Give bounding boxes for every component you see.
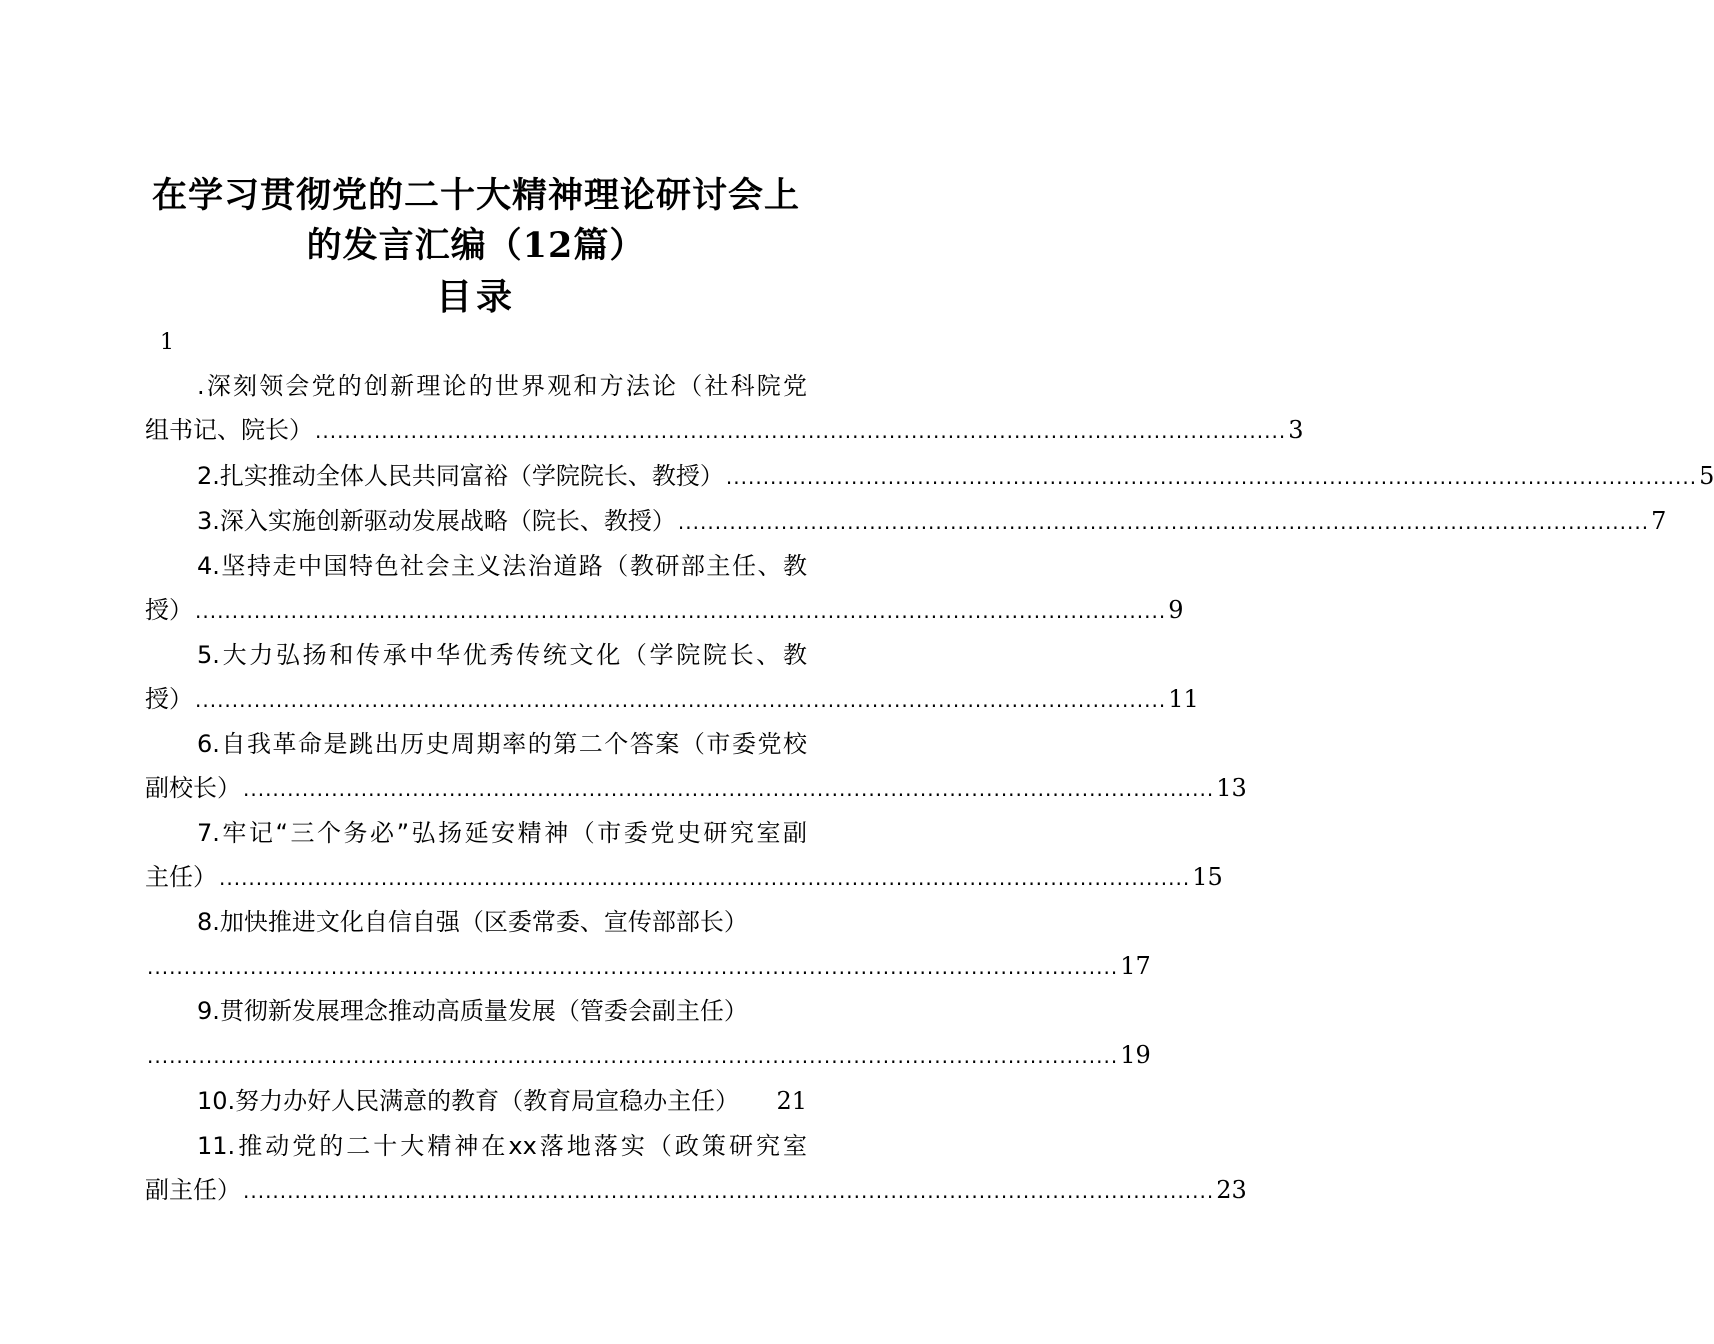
toc-entry-3[interactable] bbox=[145, 499, 1667, 543]
toc-entry-title: 9.贯彻新发展理念推动高质量发展（管委会副主任） bbox=[197, 997, 748, 1025]
toc-entry-9-line-1[interactable] bbox=[145, 989, 807, 1033]
toc-entry-title-continued: 组书记、院长） bbox=[145, 416, 313, 444]
toc-entry-2[interactable] bbox=[145, 454, 1714, 498]
toc-entry-page: 15 bbox=[1192, 863, 1223, 891]
toc-entry-page: 23 bbox=[1216, 1176, 1247, 1204]
toc-entry-5-line-1[interactable] bbox=[145, 633, 807, 677]
toc-entry-7-line-2[interactable] bbox=[145, 855, 1223, 899]
toc-entry-title: 5.大力弘扬和传承中华优秀传统文化（学院院长、教 bbox=[197, 641, 807, 669]
toc-entry-page: 13 bbox=[1216, 774, 1247, 802]
dot-leader: .................................................................................................................................... bbox=[243, 1179, 1215, 1203]
toc-entry-title: 8.加快推进文化自信自强（区委常委、宣传部部长） bbox=[197, 908, 748, 936]
dot-leader: .................................................................................................................................... bbox=[195, 599, 1167, 623]
toc-entry-title: 2.扎实推动全体人民共同富裕（学院院长、教授） bbox=[197, 462, 724, 490]
toc-entry-title: 6.自我革命是跳出历史周期率的第二个答案（市委党校 bbox=[197, 730, 807, 758]
toc-entry-title: 3.深入实施创新驱动发展战略（院长、教授） bbox=[197, 507, 676, 535]
toc-entry-4-line-2[interactable] bbox=[145, 588, 1184, 632]
toc-entry-page: 3 bbox=[1288, 416, 1304, 444]
toc-entry-title: 11.推动党的二十大精神在xx落地落实（政策研究室 bbox=[197, 1132, 807, 1160]
toc-entry-11-line-2[interactable] bbox=[145, 1168, 1247, 1212]
dot-leader: .................................................................................................................................... bbox=[315, 419, 1287, 443]
toc-entry-title-continued: 授） bbox=[145, 596, 193, 624]
document-title-line-1: 在学习贯彻党的二十大精神理论研讨会上 bbox=[151, 175, 800, 216]
toc-entry-7-line-1[interactable] bbox=[145, 811, 807, 855]
toc-entry-title: 4.坚持走中国特色社会主义法治道路（教研部主任、教 bbox=[197, 552, 807, 580]
toc-entry-title: 7.牢记“三个务必”弘扬延安精神（市委党史研究室副 bbox=[197, 819, 807, 847]
toc-entry-page: 7 bbox=[1651, 507, 1667, 535]
dot-leader: .................................................................................................................................... bbox=[243, 777, 1215, 801]
toc-entry-8-line-2[interactable] bbox=[145, 944, 1151, 988]
toc-entry-4-line-1[interactable] bbox=[145, 544, 807, 588]
document-title-line-2: 的发言汇编（12篇） bbox=[306, 225, 646, 266]
toc-entry-page: 21 bbox=[776, 1087, 807, 1115]
toc-entry-title-continued: 授） bbox=[145, 685, 193, 713]
toc-entry-10[interactable] bbox=[145, 1079, 807, 1123]
toc-entry-1-line-2[interactable] bbox=[145, 408, 1304, 452]
toc-entry-title-continued: 副主任） bbox=[145, 1176, 241, 1204]
toc-entry-page: 11 bbox=[1168, 685, 1199, 713]
toc-entry-8-line-1[interactable] bbox=[145, 900, 807, 944]
toc-entry-title-continued: 副校长） bbox=[145, 774, 241, 802]
stray-page-number: 1 bbox=[160, 330, 174, 355]
toc-entry-5-line-2[interactable] bbox=[145, 677, 1199, 721]
toc-entry-6-line-2[interactable] bbox=[145, 766, 1247, 810]
toc-heading: 目录 bbox=[435, 276, 516, 318]
toc-entry-6-line-1[interactable] bbox=[145, 722, 807, 766]
dot-leader: .................................................................................................................................... bbox=[219, 866, 1191, 890]
toc-entry-9-line-2[interactable] bbox=[145, 1033, 1151, 1077]
toc-entry-title: 10.努力办好人民满意的教育（教育局宣稳办主任） bbox=[197, 1087, 740, 1115]
toc-entry-page: 9 bbox=[1168, 596, 1184, 624]
dot-leader: .................................................................................................................................... bbox=[195, 688, 1167, 712]
dot-leader: .................................................................................................................................... bbox=[147, 1044, 1119, 1068]
toc-entry-title: .深刻领会党的创新理论的世界观和方法论（社科院党 bbox=[197, 372, 807, 400]
dot-leader: .................................................................................................................................... bbox=[677, 510, 1650, 534]
dot-leader: .................................................................................................................................... bbox=[725, 465, 1698, 489]
toc-entry-title-continued: 主任） bbox=[145, 863, 217, 891]
toc-entry-page: 5 bbox=[1699, 462, 1714, 490]
toc-entry-11-line-1[interactable] bbox=[145, 1124, 807, 1168]
toc-entry-1-line-1[interactable] bbox=[145, 364, 807, 408]
toc-entry-page: 19 bbox=[1120, 1041, 1151, 1069]
toc-entry-page: 17 bbox=[1120, 952, 1151, 980]
dot-leader: .................................................................................................................................... bbox=[147, 955, 1119, 979]
